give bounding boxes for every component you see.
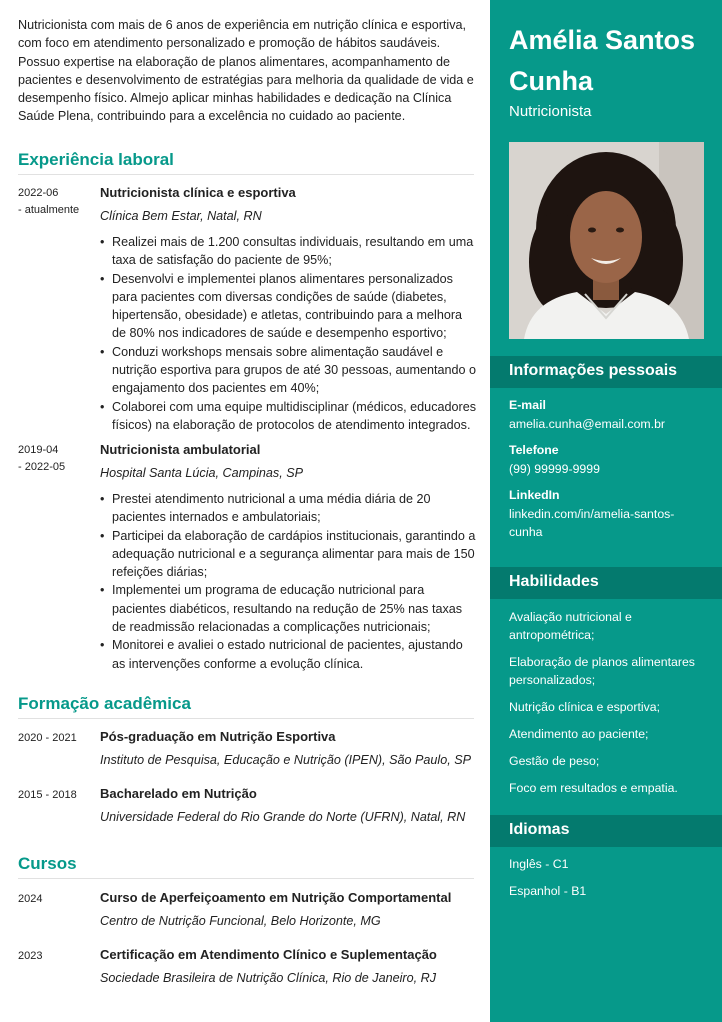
education-title: Bacharelado em Nutrição	[100, 786, 257, 801]
portrait-image	[509, 142, 704, 339]
job-achievements	[100, 233, 478, 434]
phone-value[interactable]: (99) 99999-9999	[509, 462, 600, 476]
achievement-item: • Prestei atendimento nutricional a uma média diária de 20 pacientes internados e ambulatoriais;	[100, 490, 478, 527]
achievement-item: • Participei da elaboração de cardápios institucionais, garantindo a adequação nutricional e a segurança alimentar para mais de 150 refeições diárias;	[100, 527, 478, 582]
section-divider	[18, 718, 474, 719]
achievement-item: • Colaborei com uma equipe multidisciplinar (médicos, educadores físicos) na elaboração de protocolos de atendimento integrados.	[100, 398, 478, 435]
course-title: Curso de Aperfeiçoamento em Nutrição Comportamental	[100, 890, 452, 905]
skill-item: Avaliação nutricional e antropométrica;	[509, 610, 632, 643]
course-institution: Sociedade Brasileira de Nutrição Clínica, Rio de Janeiro, RJ	[100, 971, 436, 985]
candidate-name: Amélia Santos Cunha	[509, 25, 696, 96]
personal-info-heading-band	[490, 356, 722, 388]
skill-item: Gestão de peso;	[509, 754, 600, 768]
job-employer: Clínica Bem Estar, Natal, RN	[100, 209, 262, 223]
courses-heading: Cursos	[18, 854, 77, 873]
language-item: Inglês - C1	[509, 857, 569, 871]
email-value[interactable]: amelia.cunha@email.com.br	[509, 417, 666, 431]
job-date	[18, 442, 96, 475]
job-date	[18, 185, 96, 218]
personal-info-heading: Informações pessoais	[509, 362, 678, 379]
skills-heading: Habilidades	[509, 573, 599, 590]
section-divider	[18, 174, 474, 175]
job-employer: Hospital Santa Lúcia, Campinas, SP	[100, 466, 304, 480]
languages-heading: Idiomas	[509, 821, 570, 838]
sidebar	[490, 0, 722, 1022]
linkedin-label: LinkedIn	[509, 488, 560, 502]
education-heading: Formação acadêmica	[18, 694, 191, 713]
linkedin-value[interactable]: linkedin.com/in/amelia-santos-cunha	[509, 507, 675, 539]
phone-label: Telefone	[509, 443, 559, 457]
job-title: Nutricionista clínica e esportiva	[100, 185, 296, 200]
achievement-item: • Realizei mais de 1.200 consultas individuais, resultando em uma taxa de satisfação do paciente de 95%;	[100, 233, 478, 270]
education-date: 2020 - 2021	[18, 732, 77, 744]
education-date: 2015 - 2018	[18, 789, 77, 801]
skills-heading-band	[490, 567, 722, 599]
job-date-end: - atualmente	[18, 203, 80, 216]
course-date: 2024	[18, 893, 43, 905]
achievement-item: • Conduzi workshops mensais sobre alimentação saudável e nutrição esportiva para grupos de até 30 pessoas, aumentando o engajamento dos pacientes em 40%;	[100, 343, 478, 398]
course-title: Certificação em Atendimento Clínico e Suplementação	[100, 947, 437, 962]
skill-item: Elaboração de planos alimentares personalizados;	[509, 655, 695, 688]
language-item: Espanhol - B1	[509, 884, 587, 898]
achievement-item: • Desenvolvi e implementei planos alimentares personalizados para pacientes com diversas condições de saúde (diabetes, hipertensão, obesidade) e atletas, contribuindo para a melhora de 80% nos indicadores de saúde e desempenho esportivo;	[100, 270, 478, 343]
education-institution: Universidade Federal do Rio Grande do Norte (UFRN), Natal, RN	[100, 810, 466, 824]
education-institution: Instituto de Pesquisa, Educação e Nutrição (IPEN), São Paulo, SP	[100, 753, 472, 767]
profile-summary: Nutricionista com mais de 6 anos de experiência em nutrição clínica e esportiva, com foco em atendimento personalizado e promoção de hábitos saudáveis. Possuo expertise na elaboração de planos alimentares, acompanhamento de pacientes e desenvolvimento de estratégias para melhoria da qualidade de vida e desempenho físico. Almejo aplicar minhas habilidades e dedicação na Clínica Saúde Plena, contribuindo para a excelência no cuidado ao paciente.	[18, 18, 474, 124]
profile-photo	[509, 142, 704, 339]
email-label: E-mail	[509, 398, 546, 412]
job-achievements	[100, 490, 478, 673]
languages-heading-band	[490, 815, 722, 847]
course-date: 2023	[18, 950, 43, 962]
education-title: Pós-graduação em Nutrição Esportiva	[100, 729, 336, 744]
job-title: Nutricionista ambulatorial	[100, 442, 261, 457]
candidate-role: Nutricionista	[509, 103, 592, 120]
job-date-start: 2022-06	[18, 187, 59, 199]
achievement-item: • Monitorei e avaliei o estado nutricional de pacientes, ajustando as intervenções conforme a evolução clínica.	[100, 636, 478, 673]
course-institution: Centro de Nutrição Funcional, Belo Horizonte, MG	[100, 914, 381, 928]
achievement-item: • Implementei um programa de educação nutricional para pacientes diabéticos, resultando na redução de 25% nas taxas de readmissão relacionadas a complicações nutricionais;	[100, 581, 478, 636]
job-date-end: - 2022-05	[18, 460, 66, 473]
experience-heading: Experiência laboral	[18, 150, 174, 169]
job-date-start: 2019-04	[18, 444, 59, 456]
section-divider	[18, 878, 474, 879]
skill-item: Foco em resultados e empatia.	[509, 781, 678, 795]
skill-item: Nutrição clínica e esportiva;	[509, 700, 661, 714]
skill-item: Atendimento ao paciente;	[509, 727, 649, 741]
